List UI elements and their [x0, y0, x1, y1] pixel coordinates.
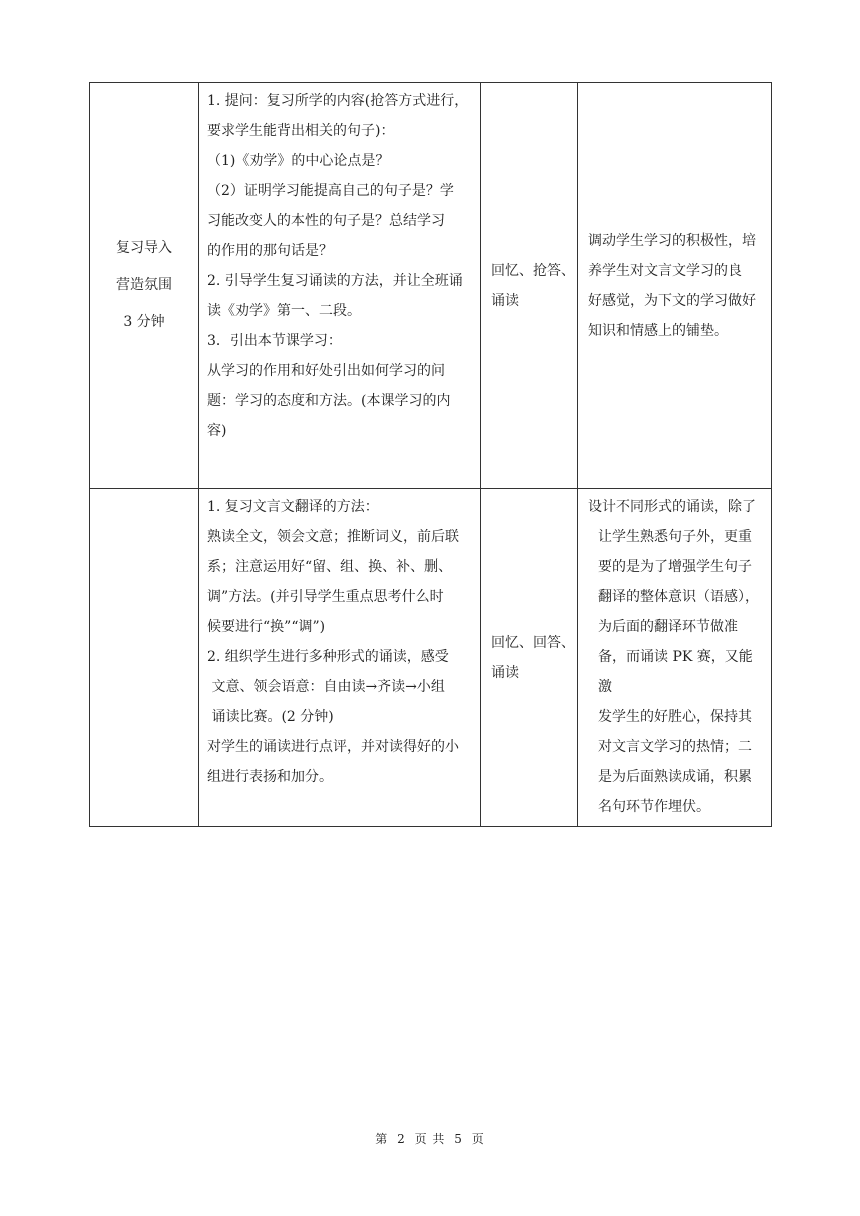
- process-line: 读《劝学》第一、二段。: [207, 303, 361, 319]
- process-line: 熟读全文，领会文意；推断词义，前后联: [207, 529, 459, 545]
- purpose-line: 设计不同形式的诵读，除了: [588, 499, 756, 515]
- purpose-line: 要的是为了增强学生句子: [598, 559, 752, 575]
- purpose-line: 名句环节作埋伏。: [598, 799, 710, 815]
- purpose-line: 翻译的整体意识（语感），: [598, 589, 759, 605]
- purpose-line: 发学生的好胜心，保持其: [598, 709, 752, 725]
- process-line: 诵读比赛。(2 分钟): [207, 709, 334, 725]
- stage-cell: [90, 489, 199, 827]
- footer-suffix: 页: [471, 1132, 485, 1146]
- process-line: 1. 提问：复习所学的内容(抢答方式进行，: [207, 93, 469, 109]
- process-line: 习能改变人的本性的句子是？总结学习: [207, 213, 445, 229]
- footer-page-number: 2: [397, 1132, 406, 1146]
- purpose-cell: [578, 489, 772, 827]
- process-line: 系；注意运用好“留、组、换、补、删、: [207, 559, 453, 575]
- process-line: （1)《劝学》的中心论点是？: [207, 153, 390, 169]
- process-cell: [199, 83, 481, 489]
- stage-line: 营造氛围: [116, 277, 172, 293]
- purpose-line: 知识和情感上的铺垫。: [588, 322, 728, 339]
- process-line: 文意、领会语意：自由读→齐读→小组: [207, 679, 445, 695]
- process-line: 候要进行“换”“调”): [207, 619, 326, 635]
- purpose-line: 对文言文学习的热情；二: [598, 739, 752, 755]
- purpose-line: 为后面的翻译环节做准: [598, 619, 738, 635]
- stage-line: 3 分钟: [123, 314, 165, 330]
- process-line: 题：学习的态度和方法。(本课学习的内: [207, 393, 451, 409]
- activity-line: 诵读: [491, 664, 519, 681]
- activity-cell: [481, 489, 578, 827]
- process-line: 组进行表扬和加分。: [207, 769, 333, 785]
- table-row: [90, 489, 772, 827]
- process-cell: [199, 489, 481, 827]
- footer-middle: 页 共: [414, 1132, 446, 1146]
- purpose-line: 是为后面熟读成诵，积累: [598, 769, 752, 785]
- footer-prefix: 第: [375, 1132, 389, 1146]
- purpose-line: 好感觉，为下文的学习做好: [588, 292, 756, 309]
- process-line: 的作用的那句话是？: [207, 243, 333, 259]
- process-line: 容): [207, 423, 227, 439]
- purpose-line: 调动学生学习的积极性，培: [588, 232, 756, 249]
- stage-line: 复习导入: [116, 240, 172, 256]
- lesson-plan-table: [89, 82, 772, 827]
- process-line: （2）证明学习能提高自己的句子是？学: [207, 183, 454, 199]
- process-line: 对学生的诵读进行点评，并对读得好的小: [207, 739, 459, 755]
- footer-total-pages: 5: [454, 1132, 463, 1146]
- process-line: 1. 复习文言文翻译的方法：: [207, 499, 379, 515]
- stage-cell: [90, 83, 199, 489]
- process-line: 2. 引导学生复习诵读的方法，并让全班诵: [207, 273, 463, 289]
- purpose-cell: [578, 83, 772, 489]
- activity-line: 回忆、回答、: [491, 634, 575, 651]
- page-footer: [0, 1130, 860, 1147]
- process-line: 2. 组织学生进行多种形式的诵读，感受: [207, 649, 449, 665]
- process-line: 从学习的作用和好处引出如何学习的问: [207, 363, 445, 379]
- process-line: 要求学生能背出相关的句子)：: [207, 123, 395, 139]
- purpose-line: 养学生对文言文学习的良: [588, 262, 742, 279]
- table-row: [90, 83, 772, 489]
- activity-line: 回忆、抢答、: [491, 262, 575, 279]
- process-line: 调”方法。(并引导学生重点思考什么时: [207, 589, 444, 605]
- purpose-line: 备，而诵读 PK 赛，又能激: [598, 649, 753, 695]
- process-line: 3．引出本节课学习：: [207, 333, 342, 349]
- activity-line: 诵读: [491, 292, 519, 309]
- activity-cell: [481, 83, 578, 489]
- purpose-line: 让学生熟悉句子外，更重: [598, 529, 752, 545]
